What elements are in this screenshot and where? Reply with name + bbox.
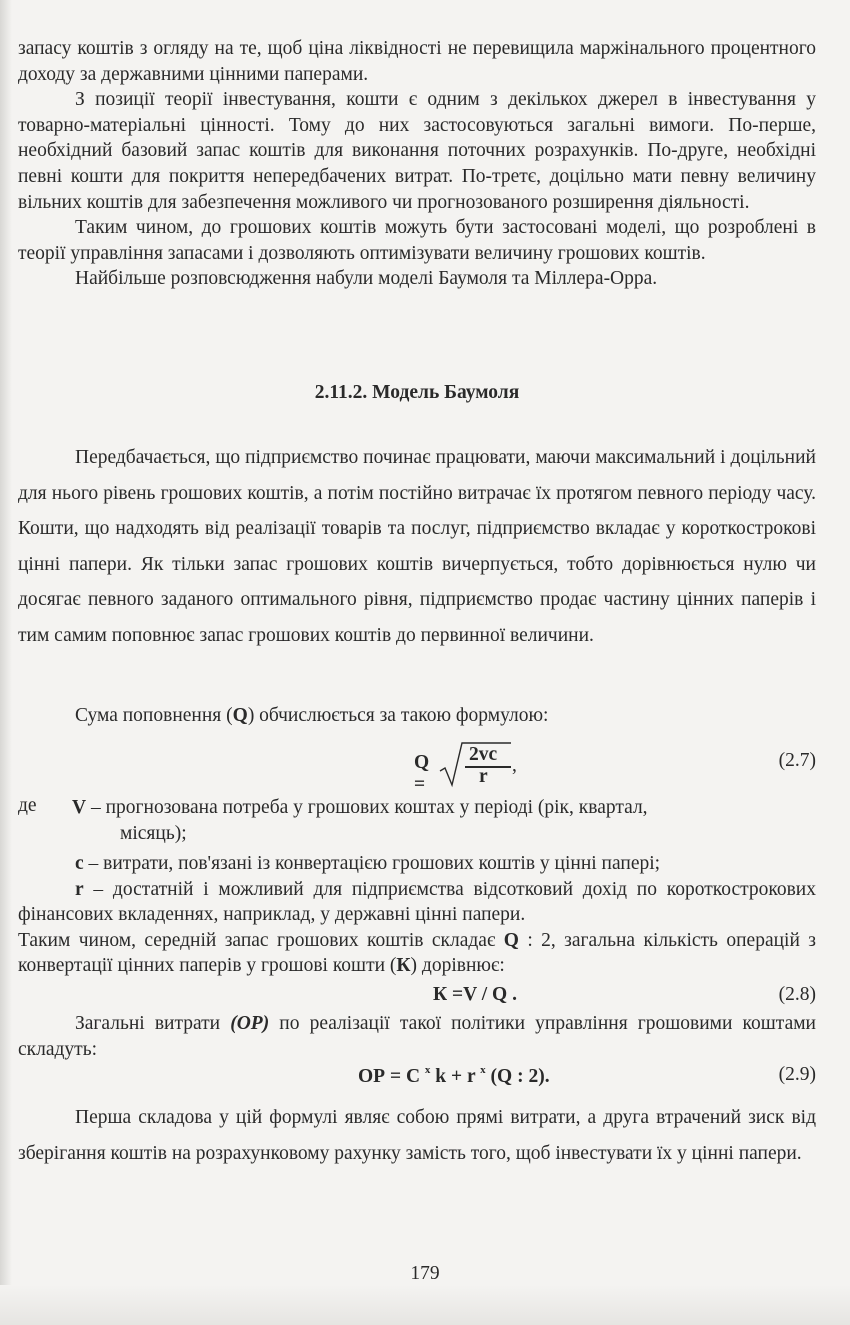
- formula-intro-text: Сума поповнення (: [75, 705, 233, 726]
- paragraph-inventory-models: Таким чином, до грошових коштів можуть бути застосовані моделі, що розроблені в теорії управління запасами і дозволяють оптимізувати величину грошових коштів.: [18, 217, 816, 264]
- symbol-c: с: [75, 853, 84, 874]
- section-heading: 2.11.2. Модель Баумоля: [314, 382, 520, 403]
- total-costs-section: [18, 1011, 816, 1062]
- paragraph-average-stock: [18, 928, 816, 979]
- equation-number: (2.7): [778, 750, 816, 771]
- formula-denominator: r: [479, 766, 488, 787]
- baumol-description: [18, 440, 816, 654]
- avg-text-a: Таким чином, середній запас грошових коштів складає: [18, 929, 504, 951]
- paragraph-continued: запасу коштів з огляду на те, щоб ціна ліквідності не перевищила маржінального процентного доходу за державними цінними паперами.: [18, 38, 816, 85]
- formula-intro-text-end: ) обчислюється за такою формулою:: [247, 705, 549, 726]
- paragraph-total-costs: [18, 1011, 816, 1062]
- page-shadow-bottom: [0, 1285, 850, 1325]
- equation-number: (2.9): [778, 1064, 816, 1085]
- page-shadow-left: [0, 0, 12, 1325]
- avg-text-b: : 2, загальна кількість операцій з конвертації цінних паперів у грошові кошти (: [18, 929, 817, 977]
- formula-part: ОР = С: [358, 1066, 425, 1087]
- definition-c-text: – витрати, пов'язані із конвертацією грошових коштів у цінні папері;: [83, 853, 661, 874]
- closing-section: [18, 1100, 816, 1171]
- formula-2-8-expression: К =V / Q .: [433, 984, 517, 1005]
- formula-intro-symbol: Q: [232, 705, 248, 726]
- definition-c: [18, 851, 816, 877]
- symbol-v: V: [72, 797, 87, 818]
- formula-comma: ,: [512, 755, 517, 776]
- formula-part: k + r: [430, 1066, 481, 1087]
- formula-lhs: Q =: [414, 752, 430, 795]
- multiply-sign: x: [480, 1064, 486, 1076]
- definitions-label: де: [18, 795, 37, 816]
- intro-section: [18, 36, 816, 292]
- definition-r: [18, 877, 816, 928]
- formula-intro: [75, 705, 548, 727]
- paragraph-cost-components: Перша складова у цій формулі являє собою прямі витрати, а друга втрачений зиск від зберігання коштів на розрахунковому рахунку замість того, щоб інвестувати їх у цінні папери.: [18, 1107, 816, 1164]
- multiply-sign: x: [424, 1064, 431, 1076]
- definition-v: [72, 795, 816, 846]
- symbol-r: r: [75, 878, 84, 900]
- equation-number: (2.8): [778, 984, 816, 1005]
- total-costs-text: Загальні витрати: [75, 1013, 231, 1034]
- fraction-bar: [465, 766, 511, 768]
- definition-v-continued: місяць);: [120, 822, 187, 844]
- formula-2-7: [18, 741, 816, 795]
- symbol-op: (ОР): [230, 1013, 270, 1034]
- page-number: 179: [410, 1263, 440, 1284]
- paragraph-baumol-miller-orr: Найбільше розповсюдження набули моделі Баумоля та Міллера-Орра.: [75, 268, 658, 290]
- formula-2-9-expression: [358, 1064, 550, 1088]
- symbol-k: К: [396, 955, 411, 977]
- definitions-section: [18, 851, 816, 979]
- total-costs-text-end: по реалізації такої політики управління грошовими коштами складуть:: [18, 1013, 816, 1060]
- formula-part: (Q : 2).: [485, 1066, 550, 1087]
- formula-numerator: 2vc: [469, 744, 498, 765]
- paragraph-baumol-assumption: Передбачається, що підприємство починає працювати, маючи максимальний і доцільний для нього рівень грошових коштів, а потім постійно витрачає їх протягом певного періоду часу. Кошти, що надходять від реалізації товарів та послуг, підприємство вкладає у короткострокові цінні папери. Як тільки запас грошових коштів вичерпується, тобто дорівнюється нулю чи досягає певного заданого оптимального рівня, підприємство продає частину цінних паперів і тим самим поповнює запас грошових коштів до первинної величини.: [18, 447, 816, 646]
- paragraph-investment-theory: З позиції теорії інвестування, кошти є одним з декількох джерел в інвестування у товарно-матеріальні цінності. Тому до них застосовуються загальні вимоги. По-перше, необхідний базовий запас коштів для виконання поточних розрахунків. По-друге, необхідні певні кошти для покриття непередбачених витрат. По-третє, доцільно мати певну величину вільних коштів для забезпечення можливого чи прогнозованого розширення діяльності.: [18, 89, 816, 213]
- symbol-q: Q: [503, 929, 519, 951]
- definition-r-text: – достатній і можливий для підприємства відсотковий дохід по короткострокових фінансових вкладеннях, наприклад, у державні цінні папери.: [18, 878, 816, 926]
- definition-v-text: – прогнозована потреба у грошових коштах у періоді (рік, квартал,: [86, 797, 648, 818]
- avg-text-c: ) дорівнює:: [410, 955, 505, 977]
